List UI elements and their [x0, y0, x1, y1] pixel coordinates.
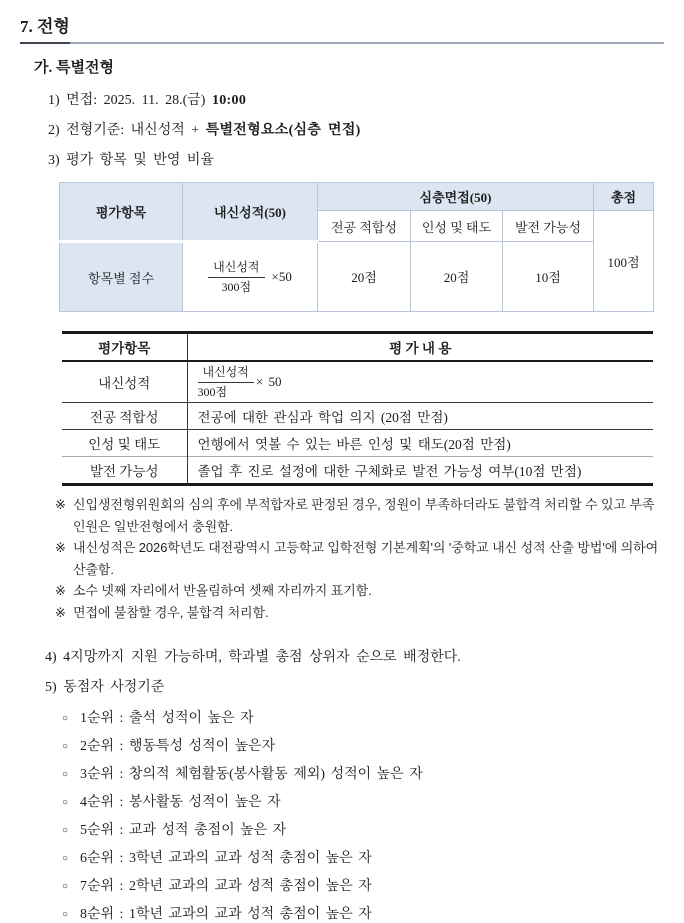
footnotes: [55, 494, 664, 623]
score-table-subheader-character: 인성 및 태도: [411, 211, 503, 242]
item-number: 3): [48, 153, 60, 168]
fraction-denominator: 300점: [221, 279, 252, 294]
list-item-1: [48, 92, 664, 109]
criteria-row-naesin-formula: [187, 361, 653, 403]
tiebreaker-item-4: [62, 794, 664, 811]
footnote-text: 신입생전형위원회의 심의 후에 부적합자로 판정된 경우, 정원이 부족하더라도 불합격 처리할 수 있고 부족 인원은 일반전형에서 충원함.: [73, 497, 655, 534]
tiebreaker-text: 5순위 : 교과 성적 총점이 높은 자: [80, 823, 287, 838]
criteria-table-header-item: 평가항목: [62, 333, 187, 362]
circle-bullet-icon: ○: [62, 797, 69, 808]
fraction-numerator: 내신성적: [198, 365, 254, 383]
tiebreaker-item-6: [62, 850, 664, 867]
score-table-value-potential: 10점: [503, 242, 594, 312]
tiebreaker-text: 4순위 : 봉사활동 성적이 높은 자: [80, 795, 281, 810]
criteria-row-character-desc: 언행에서 엿볼 수 있는 바른 인성 및 태도(20점 만점): [187, 430, 653, 457]
section-title: [20, 12, 664, 44]
item-number: 1): [48, 93, 60, 108]
subsection-title: 가. 특별전형: [34, 60, 114, 76]
tiebreaker-item-7: [62, 878, 664, 895]
tiebreaker-text: 7순위 : 2학년 교과의 교과 성적 총점이 높은 자: [80, 879, 372, 894]
item-text-bold: 10:00: [211, 93, 247, 108]
circle-bullet-icon: ○: [62, 881, 69, 892]
reference-mark-icon: ※: [55, 604, 66, 620]
section-title-text: 7. 전형: [20, 12, 70, 44]
circle-bullet-icon: ○: [62, 741, 69, 752]
outro-list: [45, 649, 664, 696]
footnote-4: [55, 602, 664, 624]
criteria-table: [62, 331, 653, 486]
fraction-numerator: 내신성적: [208, 260, 264, 278]
naesin-fraction: [208, 260, 264, 295]
tiebreaker-item-2: [62, 738, 664, 755]
footnote-text: 내신성적은 2026학년도 대전광역시 고등학교 입학전형 기본계획'의 '중학교 내신 성적 산출 방법'에 의하여 산출함.: [73, 540, 659, 577]
list-item-5: [45, 679, 664, 696]
criteria-row-naesin-label: 내신성적: [62, 361, 187, 403]
tiebreaker-text: 1순위 : 출석 성적이 높은 자: [80, 711, 254, 726]
criteria-row-major-label: 전공 적합성: [62, 403, 187, 430]
tiebreaker-item-3: [62, 766, 664, 783]
item-text: 전형기준: 내신성적 +: [66, 123, 206, 138]
naesin-fraction: [198, 365, 254, 400]
score-table-row-label: 항목별 점수: [60, 242, 183, 312]
tiebreaker-text: 3순위 : 창의적 체험활동(봉사활동 제외) 성적이 높은 자: [80, 767, 423, 782]
circle-bullet-icon: ○: [62, 769, 69, 780]
criteria-row-potential-desc: 졸업 후 진로 설정에 대한 구체화로 발전 가능성 여부(10점 만점): [187, 457, 653, 485]
reference-mark-icon: ※: [55, 497, 66, 512]
footnote-text: 소수 넷째 자리에서 반올림하여 셋째 자리까지 표기함.: [73, 583, 372, 598]
tiebreaker-text: 8순위 : 1학년 교과의 교과 성적 총점이 높은 자: [80, 907, 372, 922]
circle-bullet-icon: ○: [62, 825, 69, 836]
list-item-3: [48, 152, 664, 169]
fraction-multiplier: ×50: [271, 269, 292, 284]
circle-bullet-icon: ○: [62, 909, 69, 920]
tiebreaker-list: [62, 710, 664, 923]
tiebreaker-item-5: [62, 822, 664, 839]
score-table-formula-cell: [183, 242, 318, 312]
score-table-value-major: 20점: [318, 242, 411, 312]
score-table-header-total: 총점: [594, 183, 654, 211]
score-table-header-interview: 심층면접(50): [318, 183, 594, 211]
circle-bullet-icon: ○: [62, 853, 69, 864]
item-number: 4): [45, 650, 57, 665]
item-number: 5): [45, 680, 57, 695]
tiebreaker-text: 2순위 : 행동특성 성적이 높은자: [80, 739, 276, 754]
criteria-table-header-content: 평 가 내 용: [187, 333, 653, 362]
footnote-text: 면접에 불참할 경우, 불합격 처리함.: [73, 604, 269, 620]
item-text: 면접: 2025. 11. 28.(금): [66, 93, 212, 108]
item-number: 2): [48, 123, 60, 138]
item-text: 동점자 사정기준: [63, 680, 165, 695]
footnote-2: [55, 537, 664, 580]
list-item-2: [48, 122, 664, 139]
item-text-bold: 특별전형요소(심층 면접): [205, 123, 361, 138]
reference-mark-icon: ※: [55, 583, 66, 598]
criteria-row-potential-label: 발전 가능성: [62, 457, 187, 485]
item-text: 4지망까지 지원 가능하며, 학과별 총점 상위자 순으로 배정한다.: [63, 650, 461, 665]
item-text: 평가 항목 및 반영 비율: [66, 153, 214, 168]
tiebreaker-item-1: [62, 710, 664, 727]
reference-mark-icon: ※: [55, 540, 66, 555]
footnote-3: [55, 580, 664, 602]
score-table-value-character: 20점: [411, 242, 503, 312]
score-table-header-item: 평가항목: [60, 183, 183, 242]
score-table-total-value: 100점: [594, 211, 654, 312]
tiebreaker-item-8: [62, 906, 664, 923]
tiebreaker-text: 6순위 : 3학년 교과의 교과 성적 총점이 높은 자: [80, 851, 372, 866]
fraction-denominator: 300점: [197, 384, 228, 399]
footnote-1: [55, 494, 664, 537]
list-item-4: [45, 649, 664, 666]
score-table-header-naesin: 내신성적(50): [183, 183, 318, 242]
criteria-row-major-desc: 전공에 대한 관심과 학업 의지 (20점 만점): [187, 403, 653, 430]
intro-list: [48, 92, 664, 169]
circle-bullet-icon: ○: [62, 713, 69, 724]
fraction-multiplier: × 50: [255, 374, 282, 389]
score-table: [59, 182, 654, 312]
criteria-row-character-label: 인성 및 태도: [62, 430, 187, 457]
score-table-subheader-potential: 발전 가능성: [503, 211, 594, 242]
score-table-subheader-major: 전공 적합성: [318, 211, 411, 242]
